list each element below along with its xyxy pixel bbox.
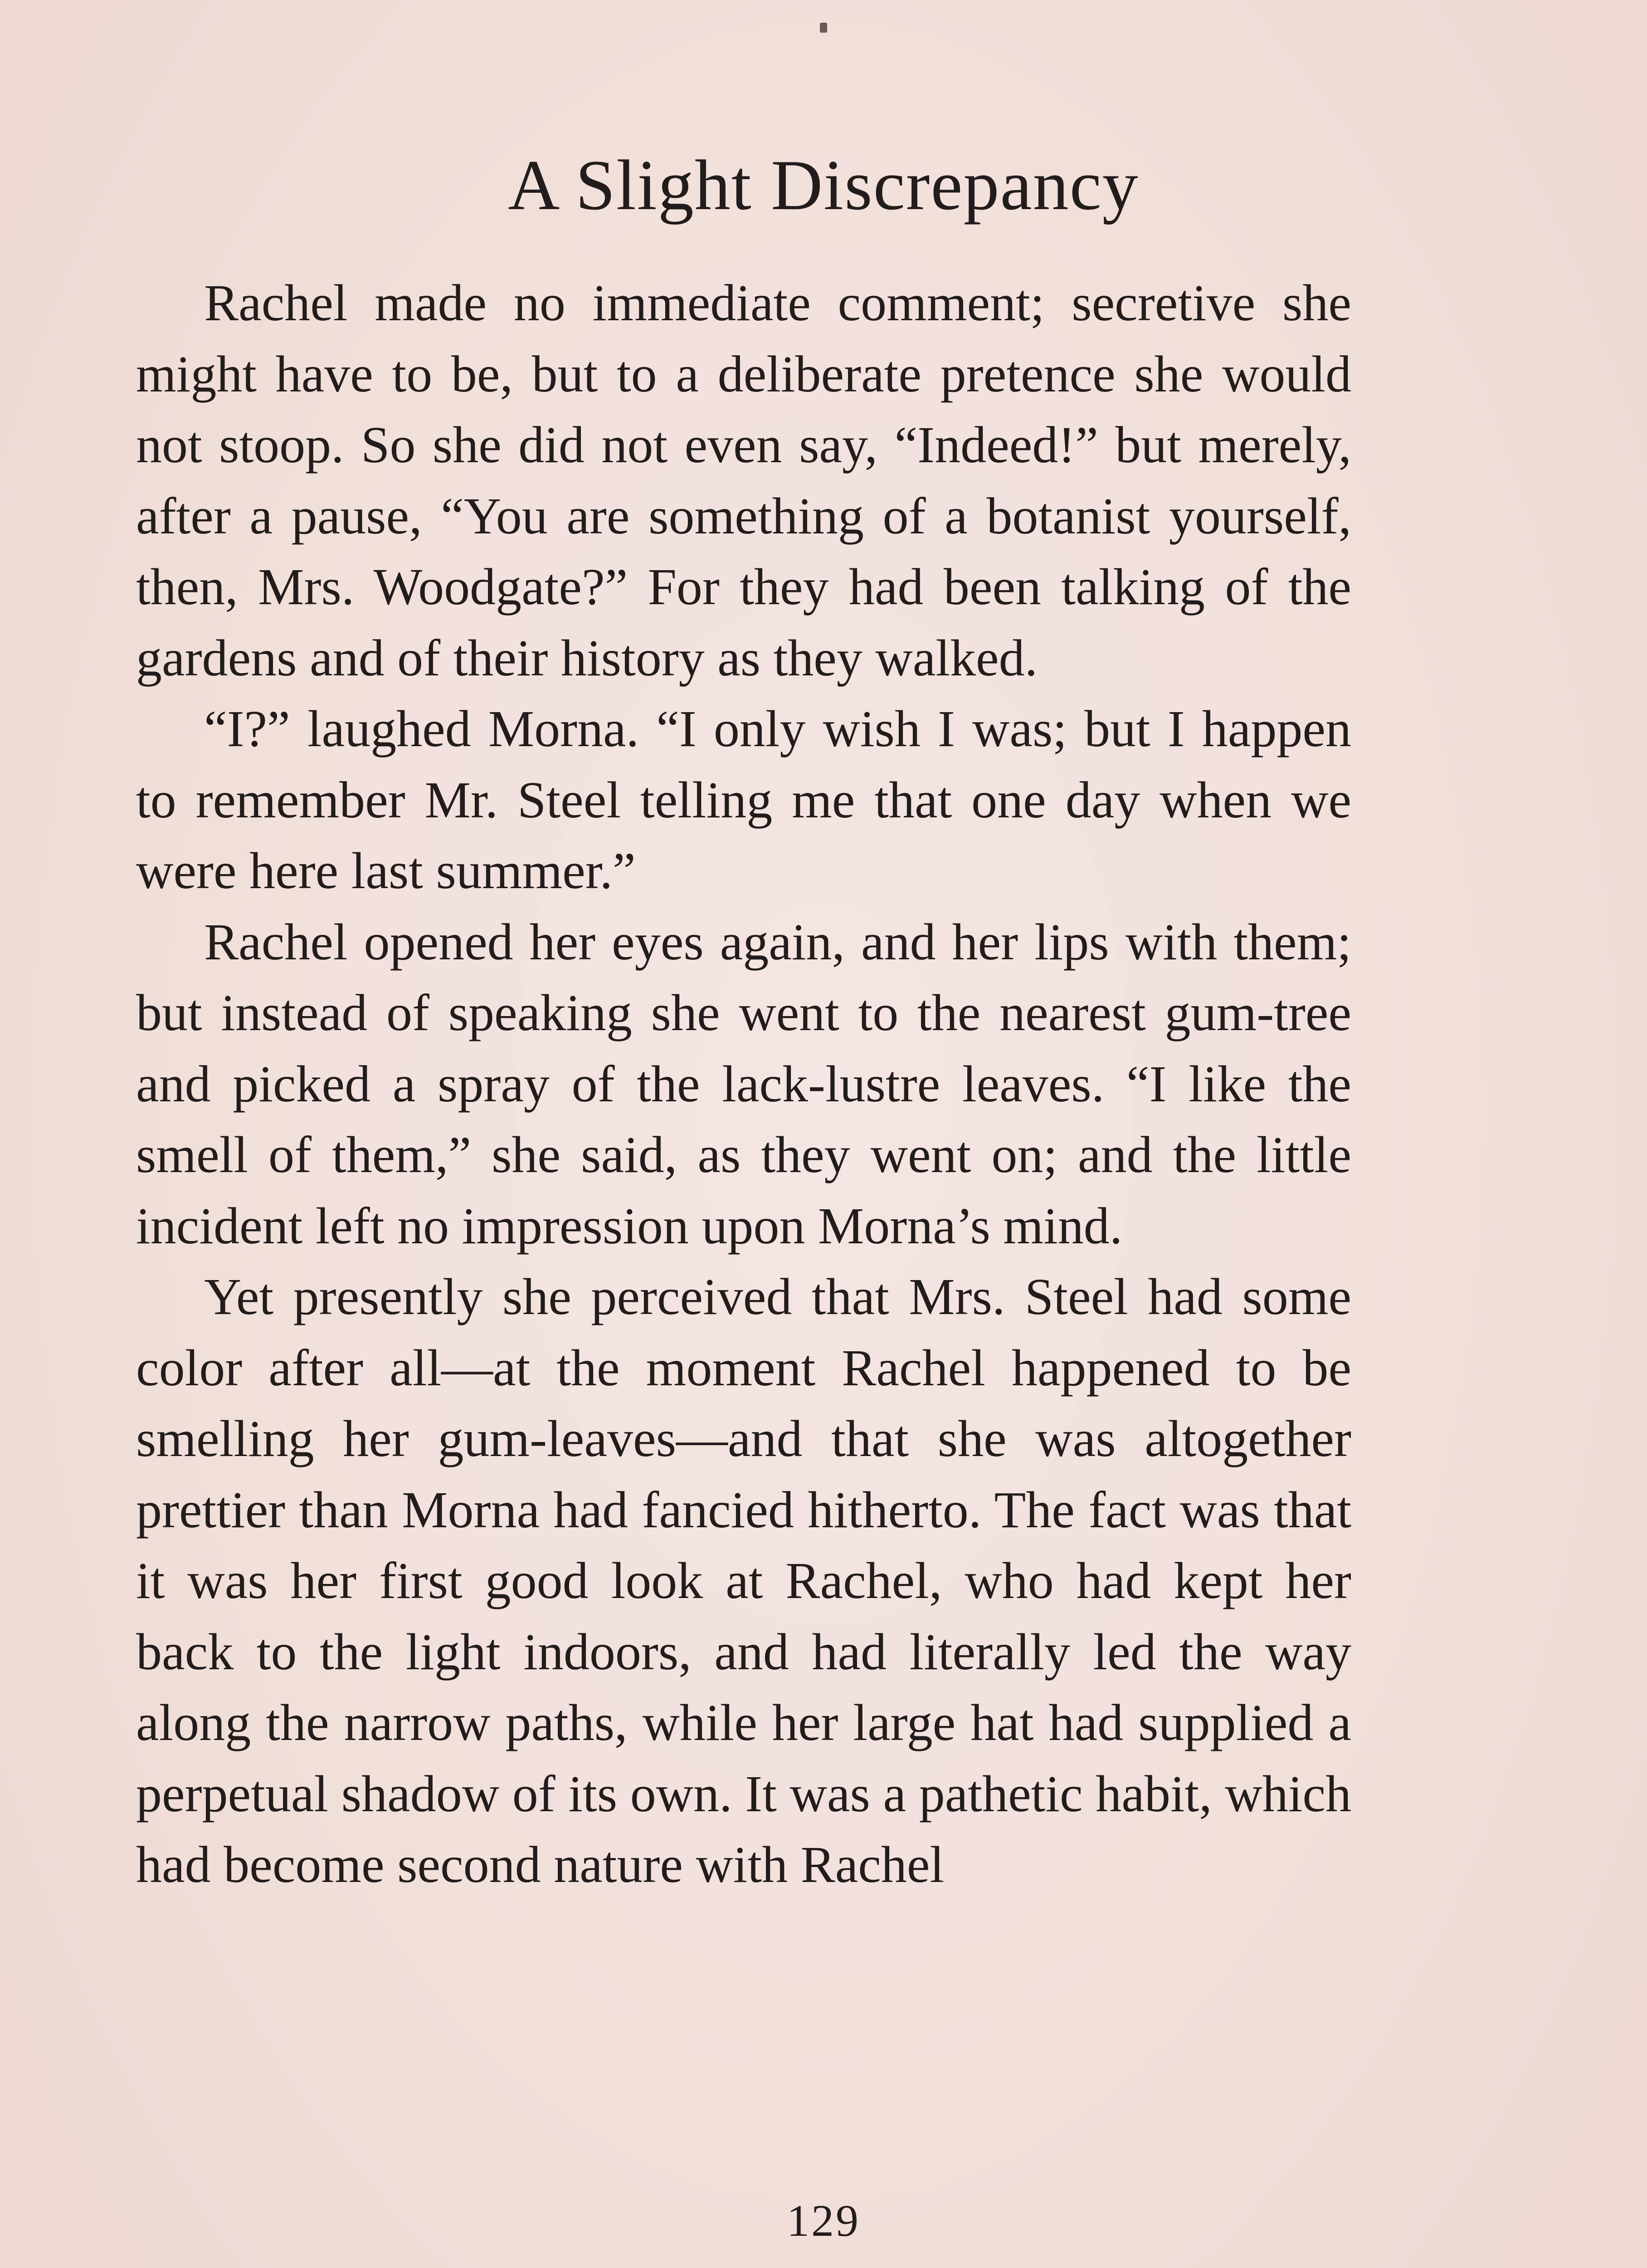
print-mark [820, 23, 827, 33]
paragraph-1: Rachel made no immediate comment; secretive she might have to be, but to a deliberate pretence she would not stoop. So she did not even say, “Indeed!” but merely, after a pause, “You are something of a botanist yourself, then, Mrs. Woodgate?” For they had been talking of the gardens and of their history as they walked. [136, 274, 1351, 687]
running-header: A Slight Discrepancy [508, 146, 1139, 225]
body-text [136, 268, 1351, 1901]
paragraph-3: Rachel opened her eyes again, and her lips with them; but instead of speaking she went to the nearest gum-tree and picked a spray of the lack-lustre leaves. “I like the smell of them,” she said, as they went on; and the little incident left no impression upon Morna’s mind. [136, 913, 1351, 1255]
page-number: 129 [787, 2195, 860, 2246]
paragraph-4: Yet presently she perceived that Mrs. Steel had some color after all—at the moment Rachel happened to be smelling her gum-leaves—and that she was altogether prettier than Morna had fancied hitherto. The fact was that it was her first good look at Rachel, who had kept her back to the light indoors, and had literally led the way along the narrow paths, while her large hat had supplied a perpetual shadow of its own. It was a pathetic habit, which had become second nature with Rachel [136, 1268, 1351, 1893]
paragraph-2: “I?” laughed Morna. “I only wish I was; but I happen to remember Mr. Steel telling me that one day when we were here last summer.” [136, 700, 1351, 899]
